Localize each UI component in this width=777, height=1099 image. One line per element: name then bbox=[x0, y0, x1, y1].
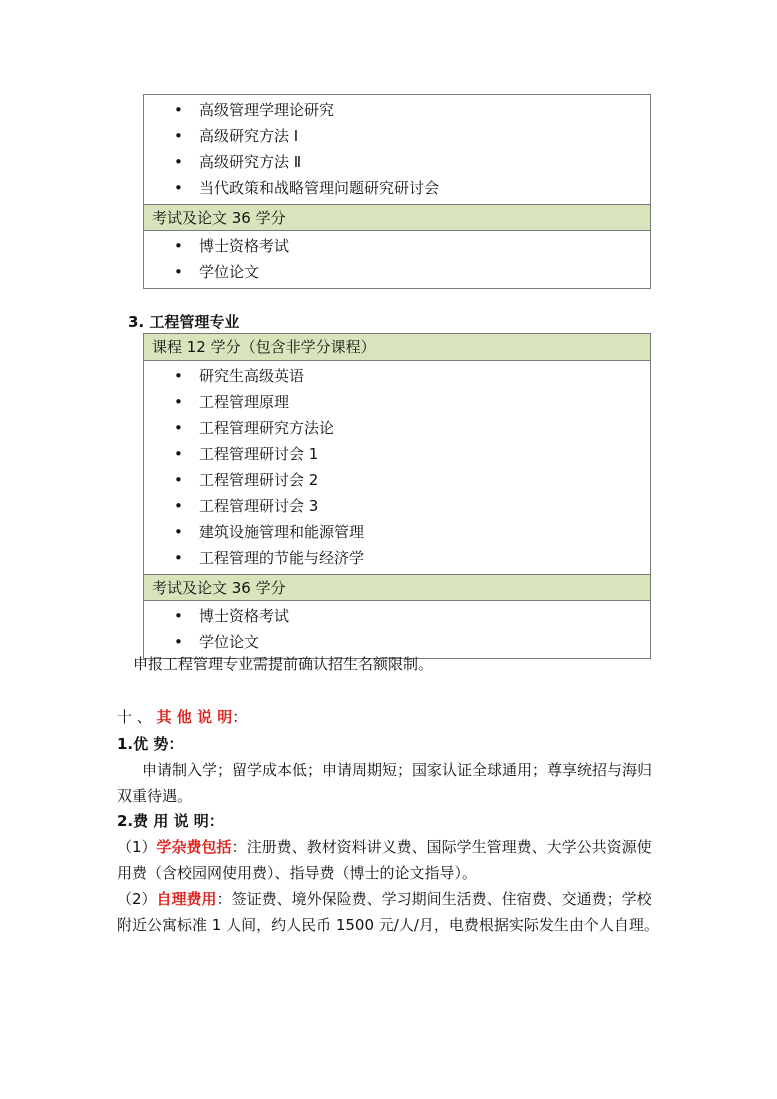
fee-item-1-number: （1） bbox=[117, 838, 157, 856]
fee-item-1-text: ：注册费、教材资料讲义费、国际学生管理费、大学公共资源使用费（含校园网使用费）、指导费（博士的论文指导）。 bbox=[117, 838, 652, 882]
fee-item-2-text: ：签证费、境外保险费、学习期间生活费、住宿费、交通费；学校附近公寓标准 1 人间，约人民币 1500 元/人/月，电费根据实际发生由个人自理。 bbox=[117, 890, 659, 934]
list-item: • 学位论文 bbox=[144, 259, 650, 285]
exam-list-1 bbox=[144, 231, 650, 288]
course-header: 课程 12 学分（包含非学分课程） bbox=[144, 334, 650, 361]
list-item: • 高级研究方法 Ⅱ bbox=[144, 149, 650, 175]
advantages-body: 申请制入学；留学成本低；申请周期短；国家认证全球通用；尊享统招与海归双重待遇。 bbox=[117, 761, 653, 805]
list-item: • 高级研究方法 Ⅰ bbox=[144, 123, 650, 149]
list-item: • 工程管理的节能与经济学 bbox=[144, 545, 650, 571]
section-title-engineering: 3. 工程管理专业 bbox=[128, 313, 240, 331]
exam-header: 考试及论文 36 学分 bbox=[144, 204, 650, 231]
course-list-2 bbox=[144, 361, 650, 574]
list-item: • 工程管理研讨会 2 bbox=[144, 467, 650, 493]
advantages-heading: 1.优 势： bbox=[117, 735, 184, 753]
section-colon: ： bbox=[232, 708, 248, 726]
course-list-1 bbox=[144, 95, 650, 204]
exam-header: 考试及论文 36 学分 bbox=[144, 574, 650, 601]
list-item: • 研究生高级英语 bbox=[144, 363, 650, 389]
enrollment-note: 申报工程管理专业需提前确认招生名额限制。 bbox=[133, 655, 434, 673]
list-item: • 工程管理原理 bbox=[144, 389, 650, 415]
section-number: 十 、 bbox=[117, 708, 157, 726]
fee-item-2-label: 自理费用 bbox=[156, 890, 217, 908]
fee-item-2-number: （2） bbox=[117, 890, 157, 908]
section-title-other: 其 他 说 明 bbox=[156, 708, 233, 726]
fee-item-2 bbox=[117, 886, 662, 938]
fee-item-1-label: 学杂费包括 bbox=[156, 838, 232, 856]
list-item: • 博士资格考试 bbox=[144, 233, 650, 259]
list-item: • 工程管理研讨会 1 bbox=[144, 441, 650, 467]
fee-item-1 bbox=[117, 834, 662, 886]
list-item: • 学位论文 bbox=[144, 629, 650, 655]
list-item: • 高级管理学理论研究 bbox=[144, 97, 650, 123]
course-table-1 bbox=[143, 94, 651, 289]
section-heading-other bbox=[117, 705, 247, 729]
course-table-2 bbox=[143, 333, 651, 659]
list-item: • 工程管理研究方法论 bbox=[144, 415, 650, 441]
list-item: • 博士资格考试 bbox=[144, 603, 650, 629]
advantages-text bbox=[117, 757, 662, 809]
exam-list-2 bbox=[144, 601, 650, 658]
list-item: • 当代政策和战略管理问题研究研讨会 bbox=[144, 175, 650, 201]
list-item: • 工程管理研讨会 3 bbox=[144, 493, 650, 519]
fees-heading: 2.费 用 说 明： bbox=[117, 812, 224, 830]
list-item: • 建筑设施管理和能源管理 bbox=[144, 519, 650, 545]
